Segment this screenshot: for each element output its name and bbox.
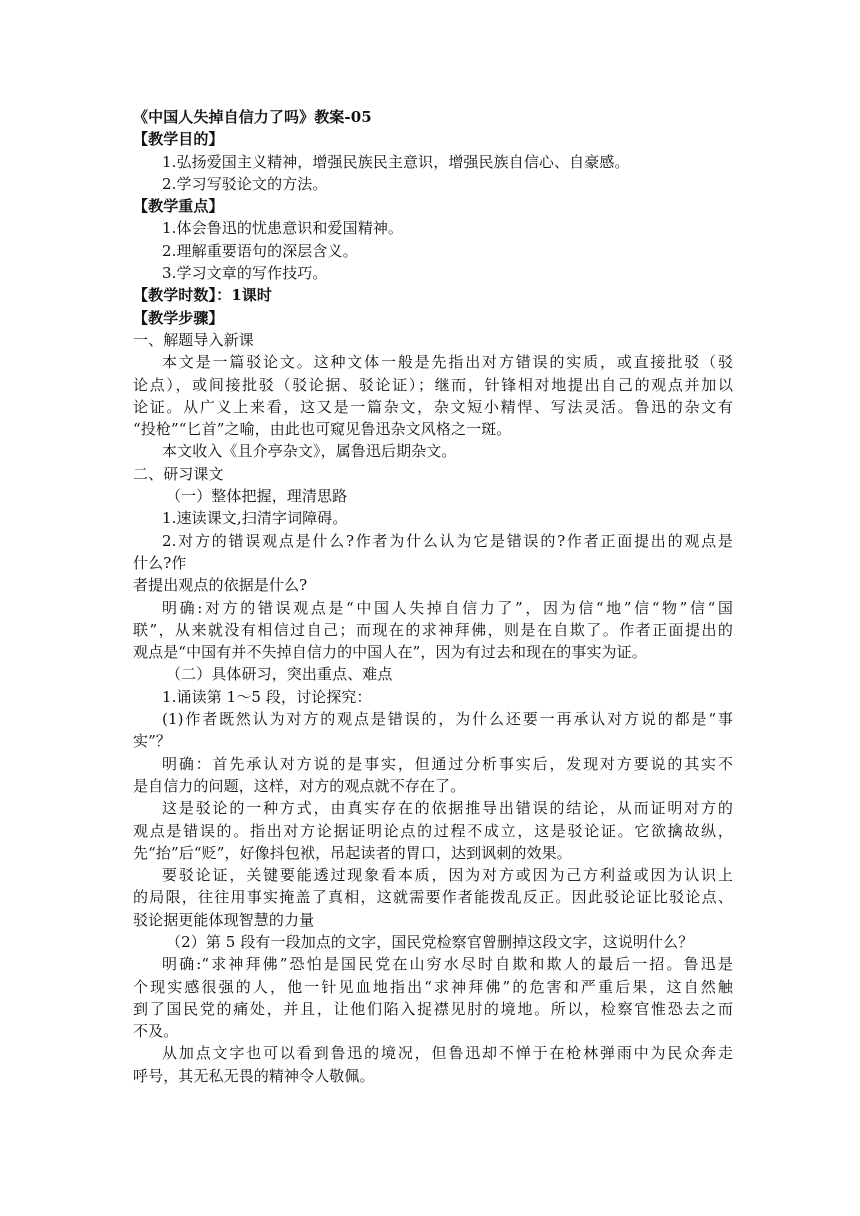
text-line: 1.速读课文,扫清字词障碍。 [162,509,348,528]
text-line: （二）具体研习，突出重点、难点 [166,665,393,684]
text-line: 先“抬”后“贬”，好像抖包袱，吊起读者的胃口，达到讽刺的效果。 [133,843,572,862]
text-line: “投枪”“匕首”之喻，由此也可窥见鲁迅杂文风格之一斑。 [133,420,512,439]
text-line: 3.学习文章的写作技巧。 [162,264,328,283]
text-line: （2）第 5 段有一段加点的文字，国民党检察官曾删掉这段文字，这说明什么？ [166,932,694,951]
text-line: 2.学习写驳论文的方法。 [162,174,328,193]
section-heading: 【教学目的】 [133,130,224,149]
section-heading: 【教学步骤】 [133,308,224,327]
text-line: 呼号，其无私无畏的精神令人敬佩。 [133,1066,375,1085]
text-line: 一、解题导入新课 [133,330,254,349]
text-line: 1.诵读第 1～5 段，讨论探究： [162,687,372,706]
text-line: 从加点文字也可以看到鲁迅的境况，但鲁迅却不惮于在枪林弹雨中为民众奔走 [162,1044,733,1063]
text-line: 观点是“中国有并不失掉自信力的中国人在”，因为有过去和现在的事实为证。 [133,643,647,662]
text-line: 的局限，往往用事实掩盖了真相，这就需要作者能拨乱反正。因此驳论证比驳论点、 [133,888,733,907]
text-line: 2.对方的错误观点是什么?作者为什么认为它是错误的?作者正面提出的观点是 [162,531,733,550]
text-line: 二、研习课文 [133,464,224,483]
text-line: 要驳论证，关键要能透过现象看本质，因为对方或因为己方利益或因为认识上 [162,866,733,885]
text-line: 观点是错误的。指出对方论据证明论点的过程不成立，这是驳论证。它欲擒故纵， [133,821,733,840]
section-heading: 【教学时数】：1课时 [133,286,272,305]
text-line: 论证。从广义上来看，这又是一篇杂文，杂文短小精悍、写法灵活。鲁迅的杂文有 [133,397,733,416]
text-line: 者提出观点的依据是什么? [133,576,308,595]
text-line: 本文收入《且介亭杂文》，属鲁迅后期杂文。 [162,442,457,461]
text-line: 2.理解重要语句的深层含义。 [162,241,358,260]
text-line: 驳论据更能体现智慧的力量 [133,910,315,929]
text-line: 不及。 [133,1022,179,1041]
text-line: 明确：首先承认对方说的是事实，但通过分析事实后，发现对方要说的其实不 [162,754,733,773]
text-line: 明确:“求神拜佛”恐怕是国民党在山穷水尽时自欺和欺人的最后一招。鲁迅是 [162,955,733,974]
text-line: 实”？ [133,732,171,751]
text-line: 1.体会鲁迅的忧患意识和爱国精神。 [162,219,404,238]
text-line: 是自信力的问题，这样，对方的观点就不存在了。 [133,776,466,795]
text-line: 这是驳论的一种方式，由真实存在的依据推导出错误的结论，从而证明对方的 [162,799,733,818]
text-line: (1)作者既然认为对方的观点是错误的，为什么还要一再承认对方说的都是“事 [162,710,733,729]
text-line: 论点），或间接批驳（驳论据、驳论证）；继而，针锋相对地提出自己的观点并加以 [133,375,733,394]
text-line: 到了国民党的痛处，并且，让他们陷入捉襟见肘的境地。所以，检察官惟恐去之而 [133,999,733,1018]
document-title: 《中国人失掉自信力了吗》教案-05 [133,108,372,126]
text-line: 1.弘扬爱国主义精神，增强民族民主意识，增强民族自信心、自豪感。 [162,152,630,171]
text-line: 本文是一篇驳论文。这种文体一般是先指出对方错误的实质，或直接批驳（驳 [162,353,733,372]
text-line: 联”，从来就没有相信过自己；而现在的求神拜佛，则是在自欺了。作者正面提出的 [133,620,733,639]
document-body [133,106,733,1087]
text-line: 个现实感很强的人，他一针见血地指出“求神拜佛”的危害和严重后果，这自然触 [133,977,733,996]
text-line: 什么?作 [133,553,187,572]
section-heading: 【教学重点】 [133,197,224,216]
text-line: （一）整体把握，理清思路 [166,487,348,506]
text-line: 明确:对方的错误观点是“中国人失掉自信力了”，因为信“地”信“物”信“国 [162,598,733,617]
